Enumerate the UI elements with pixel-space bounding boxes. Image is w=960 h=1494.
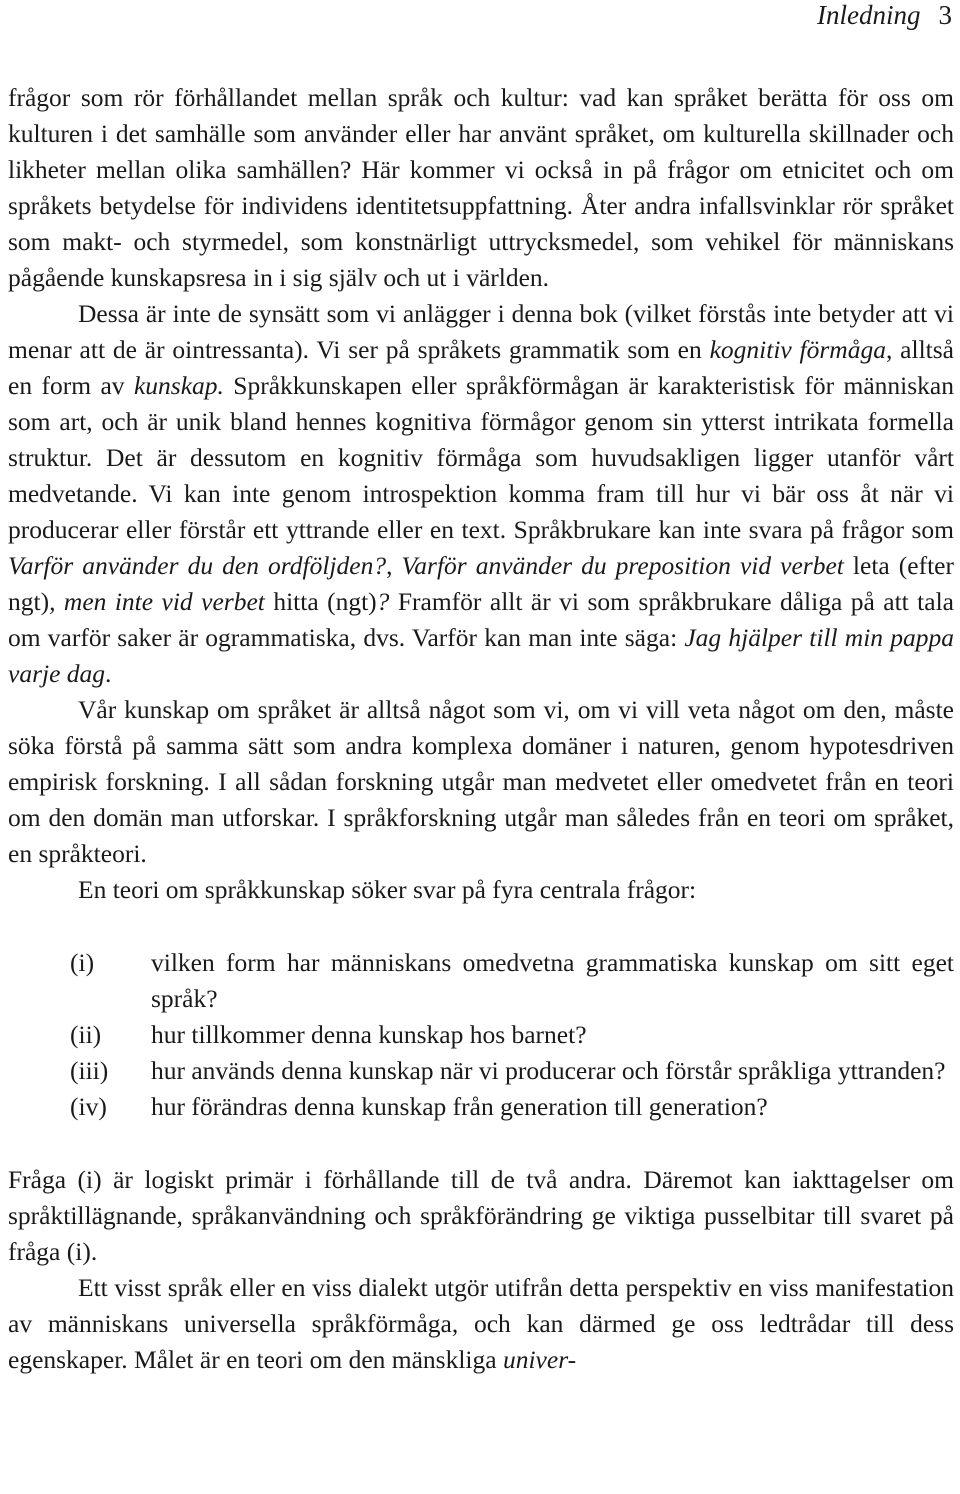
- paragraph-1: frågor som rör förhållandet mellan språk och kultur: vad kan språket berätta för oss om kulturen i det samhälle som använder eller har använt språket, om kulturella skillnader och likheter mellan olika samhällen? Här kommer vi också in på frågor om etnicitet och om språkets betydelse för individens identitetsuppfattning. Åter andra infallsvinklar rör språket som makt- och styrmedel, som konstnärligt uttrycksmedel, som vehikel för människans pågående kunskapsresa in i sig själv och ut i världen.: [8, 83, 954, 292]
- list-item: [8, 1089, 954, 1125]
- chapter-title: Inledning: [817, 0, 921, 30]
- page-number: 3: [938, 0, 952, 30]
- paragraph-4: En teori om språkkunskap söker svar på fyra centrala frågor:: [78, 875, 697, 904]
- list-item: [8, 945, 954, 1017]
- list-item-text: hur används denna kunskap när vi producerar och förstår språkliga yttranden?: [151, 1056, 946, 1085]
- list-item: [8, 1017, 954, 1053]
- list-item-text: hur tillkommer denna kunskap hos barnet?: [151, 1020, 587, 1049]
- question-list: [8, 945, 954, 1125]
- list-item-text: hur förändras denna kunskap från generation till generation?: [151, 1092, 768, 1121]
- running-header: [817, 0, 952, 34]
- paragraph-2: Dessa är inte de synsätt som vi anlägger i denna bok (vilket förstås inte betyder att vi menar att de är ointressanta). Vi ser på språkets grammatik som en kognitiv förmåga, alltså en form av kunskap. Språkkunskapen eller språkförmågan är karakteristisk för människan som art, och är unik bland hennes kognitiva förmågor genom sin ytterst intrikata formella struktur. Det är dessutom en kognitiv förmåga som huvudsakligen ligger utanför vårt medvetande. Vi kan inte genom introspektion komma fram till hur vi bär oss åt när vi producerar eller förstår ett yttrande eller en text. Språkbrukare kan inte svara på frågor som Varför använder du den ordföljden?, Varför använder du preposition vid verbet leta (efter ngt), men inte vid verbet hitta (ngt)? Framför allt är vi som språkbrukare dåliga på att tala om varför saker är ogrammatiska, dvs. Varför kan man inte säga: Jag hjälper till min pappa varje dag.: [8, 299, 954, 688]
- list-item-label: (ii): [70, 1020, 102, 1049]
- list-item-label: (iv): [70, 1092, 107, 1121]
- paragraph-5: Fråga (i) är logiskt primär i förhållande till de två andra. Däremot kan iakttagelser om språktillägnande, språkanvändning och språkförändring ge viktiga pusselbitar till svaret på fråga (i).: [8, 1165, 954, 1266]
- paragraph-6: Ett visst språk eller en viss dialekt utgör utifrån detta perspektiv en viss manifestation av människans universella språkförmåga, och kan därmed ge oss ledtrådar till dess egenskaper. Målet är en teori om den mänskliga univer-: [8, 1273, 954, 1374]
- list-item: [8, 1053, 954, 1089]
- list-item-text: vilken form har människans omedvetna grammatiska kunskap om sitt eget språk?: [151, 948, 954, 1013]
- list-item-label: (i): [70, 948, 95, 977]
- paragraph-3: Vår kunskap om språket är alltså något som vi, om vi vill veta något om den, måste söka förstå på samma sätt som andra komplexa domäner i naturen, genom hypotesdriven empirisk forskning. I all sådan forskning utgår man medvetet eller omedvetet från en teori om den domän man utforskar. I språkforskning utgår man således från en teori om språket, en språkteori.: [8, 695, 954, 868]
- body-text: [8, 80, 954, 1378]
- list-item-label: (iii): [70, 1056, 109, 1085]
